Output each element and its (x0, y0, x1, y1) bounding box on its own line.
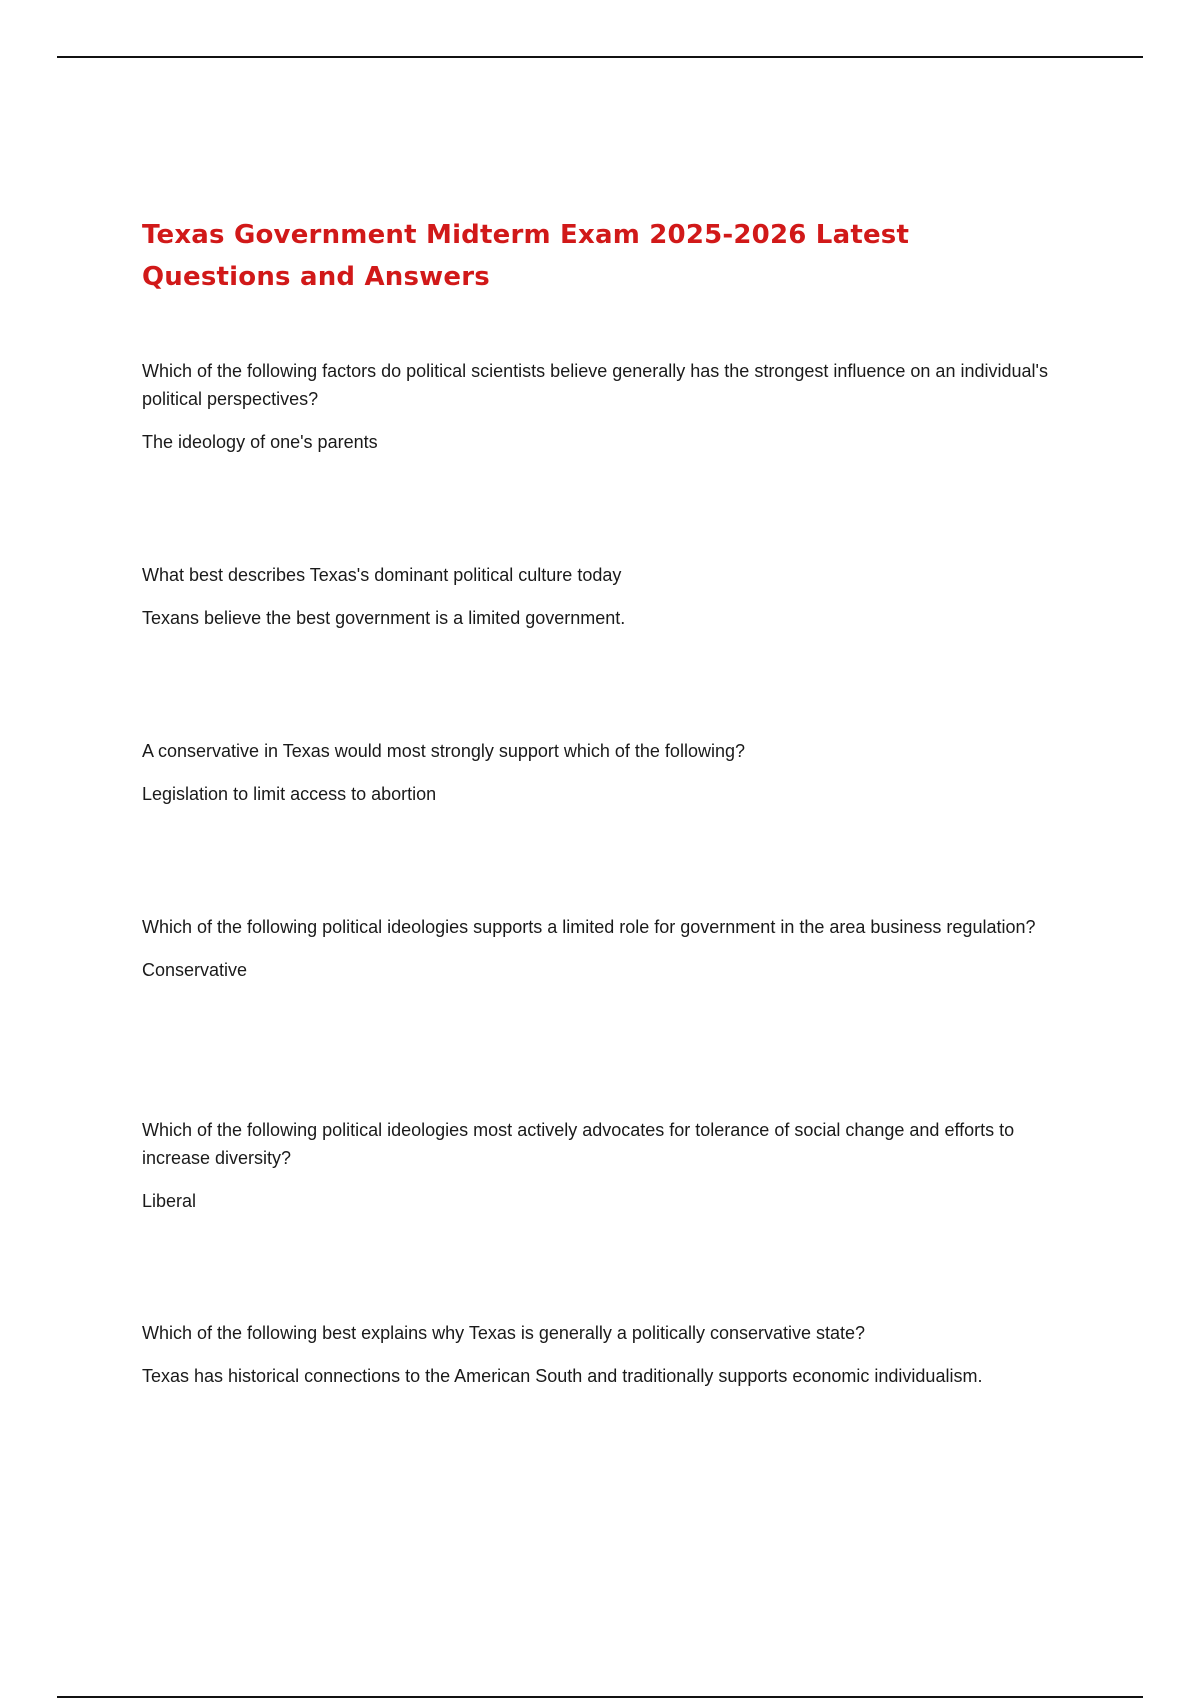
question-text: What best describes Texas's dominant political culture today (142, 565, 622, 585)
top-divider (57, 56, 1143, 58)
bottom-divider (57, 1696, 1143, 1698)
answer-text: Texas has historical connections to the American South and traditionally supports economic individualism. (142, 1366, 983, 1386)
question-text: Which of the following factors do political scientists believe generally has the strongest influence on an individual's political perspectives? (142, 361, 1048, 409)
qa-item (142, 357, 1072, 456)
qa-item (142, 561, 1072, 632)
answer-text: Legislation to limit access to abortion (142, 784, 437, 804)
question-text: Which of the following political ideologies most actively advocates for tolerance of social change and efforts to increase diversity? (142, 1120, 1015, 1168)
question-text: Which of the following political ideologies supports a limited role for government in the area business regulation? (142, 917, 1036, 937)
qa-item (142, 913, 1072, 984)
question-text: Which of the following best explains why Texas is generally a politically conservative state? (142, 1323, 866, 1343)
qa-item (142, 1319, 1072, 1390)
qa-item (142, 1116, 1072, 1215)
answer-text: Texans believe the best government is a limited government. (142, 608, 626, 628)
document-title: Texas Government Midterm Exam 2025-2026 Latest Questions and Answers (142, 220, 910, 292)
answer-text: The ideology of one's parents (142, 432, 378, 452)
qa-item (142, 737, 1072, 808)
answer-text: Liberal (142, 1191, 197, 1211)
answer-text: Conservative (142, 960, 248, 980)
question-text: A conservative in Texas would most strongly support which of the following? (142, 741, 745, 761)
